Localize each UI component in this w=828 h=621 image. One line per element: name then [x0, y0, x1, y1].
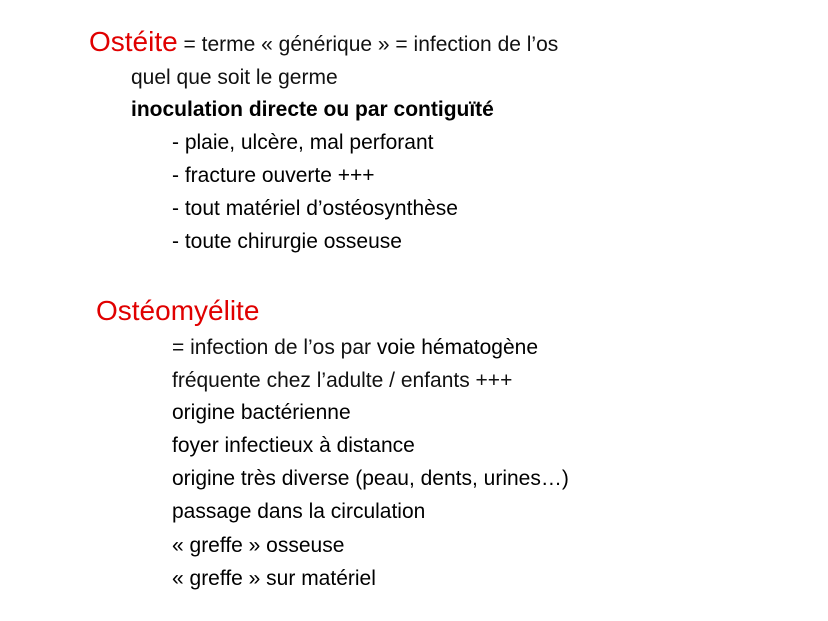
osteomyelite-line: origine très diverse (peau, dents, urines…) [172, 467, 569, 490]
osteomyelite-definition-line [172, 337, 538, 358]
osteomyelite-line: « greffe » osseuse [172, 534, 345, 557]
osteomyelite-line: fréquente chez l’adulte / enfants +++ [172, 369, 513, 392]
osteite-inoculation: inoculation directe ou par contiguïté [131, 98, 494, 121]
osteomyelite-definition-emphasis: voie hématogène [376, 336, 538, 359]
osteomyelite-definition-prefix: = infection de l’os par [172, 336, 377, 359]
osteite-cause-item: - toute chirurgie osseuse [172, 230, 402, 253]
osteomyelite-line: foyer infectieux à distance [172, 434, 415, 457]
osteite-cause-item: - plaie, ulcère, mal perforant [172, 131, 434, 154]
osteite-cause-item: - tout matériel d’ostéosynthèse [172, 197, 458, 220]
osteite-cause-item: - fracture ouverte +++ [172, 164, 375, 187]
osteite-subtitle: quel que soit le germe [131, 66, 338, 89]
osteomyelite-line: passage dans la circulation [172, 500, 426, 523]
osteomyelite-title: Ostéomyélite [96, 295, 260, 326]
osteite-heading-line [89, 28, 558, 56]
osteomyelite-line: « greffe » sur matériel [172, 567, 376, 590]
osteite-title: Ostéite [89, 26, 178, 57]
osteite-definition: = terme « générique » = infection de l’os [177, 33, 559, 56]
osteomyelite-line: origine bactérienne [172, 401, 351, 424]
